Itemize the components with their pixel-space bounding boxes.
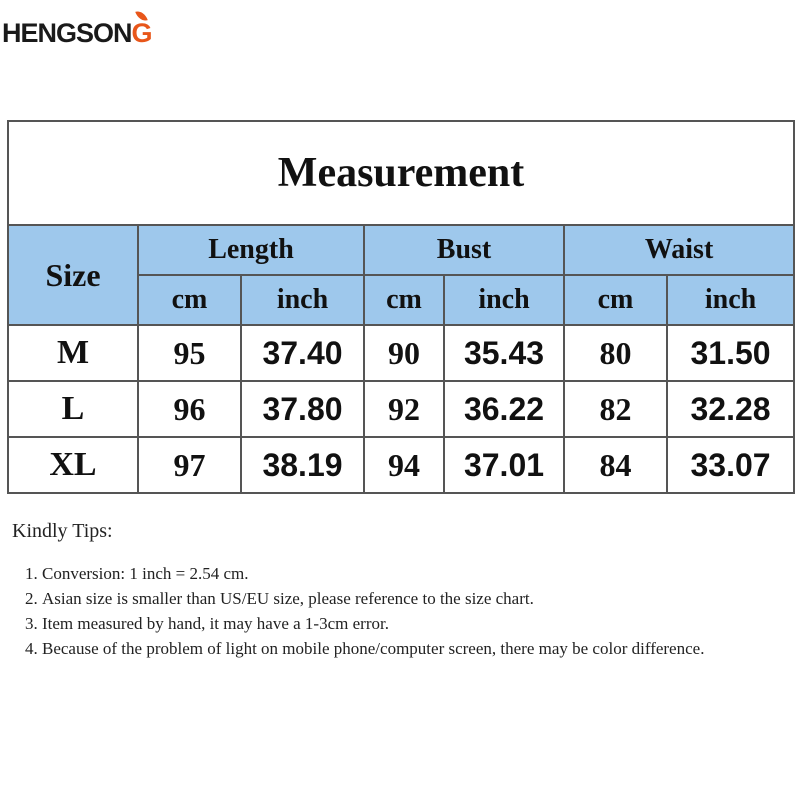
waist-header: Waist: [564, 225, 794, 275]
length-inch-cell: 37.80: [241, 381, 364, 437]
length-cm-cell: 95: [138, 325, 241, 381]
size-cell: M: [8, 325, 138, 381]
brand-logo-accent: G: [132, 18, 152, 48]
table-row: [8, 437, 794, 493]
length-header: Length: [138, 225, 364, 275]
brand-logo: [2, 18, 152, 49]
bust-cm-cell: 94: [364, 437, 444, 493]
table-title: Measurement: [8, 121, 794, 225]
kindly-tips: [12, 520, 772, 661]
tips-title: Kindly Tips:: [12, 520, 113, 542]
bust-cm-header: cm: [364, 275, 444, 325]
waist-inch-cell: 31.50: [667, 325, 794, 381]
bust-inch-cell: 36.22: [444, 381, 564, 437]
length-cm-cell: 96: [138, 381, 241, 437]
size-cell: L: [8, 381, 138, 437]
length-inch-header: inch: [241, 275, 364, 325]
leaf-icon: [135, 9, 148, 23]
length-cm-cell: 97: [138, 437, 241, 493]
tip-item: 1. Conversion: 1 inch = 2.54 cm.: [42, 561, 772, 586]
tip-item: 2. Asian size is smaller than US/EU size, please reference to the size chart.: [42, 586, 772, 611]
size-cell: XL: [8, 437, 138, 493]
brand-logo-text: HENGSON: [2, 18, 132, 48]
waist-inch-cell: 32.28: [667, 381, 794, 437]
waist-cm-cell: 82: [564, 381, 667, 437]
waist-cm-cell: 84: [564, 437, 667, 493]
size-chart: [7, 120, 795, 494]
bust-header: Bust: [364, 225, 564, 275]
waist-inch-header: inch: [667, 275, 794, 325]
waist-cm-header: cm: [564, 275, 667, 325]
bust-inch-cell: 35.43: [444, 325, 564, 381]
measurement-table: [7, 120, 795, 494]
bust-cm-cell: 90: [364, 325, 444, 381]
waist-cm-cell: 80: [564, 325, 667, 381]
tip-item: 4. Because of the problem of light on mobile phone/computer screen, there may be color difference.: [42, 636, 772, 661]
table-row: [8, 381, 794, 437]
bust-cm-cell: 92: [364, 381, 444, 437]
length-inch-cell: 38.19: [241, 437, 364, 493]
bust-inch-cell: 37.01: [444, 437, 564, 493]
length-inch-cell: 37.40: [241, 325, 364, 381]
table-row: [8, 325, 794, 381]
waist-inch-cell: 33.07: [667, 437, 794, 493]
bust-inch-header: inch: [444, 275, 564, 325]
tip-item: 3. Item measured by hand, it may have a 1-3cm error.: [42, 611, 772, 636]
length-cm-header: cm: [138, 275, 241, 325]
size-header: Size: [8, 225, 138, 325]
tips-list: [12, 561, 772, 661]
